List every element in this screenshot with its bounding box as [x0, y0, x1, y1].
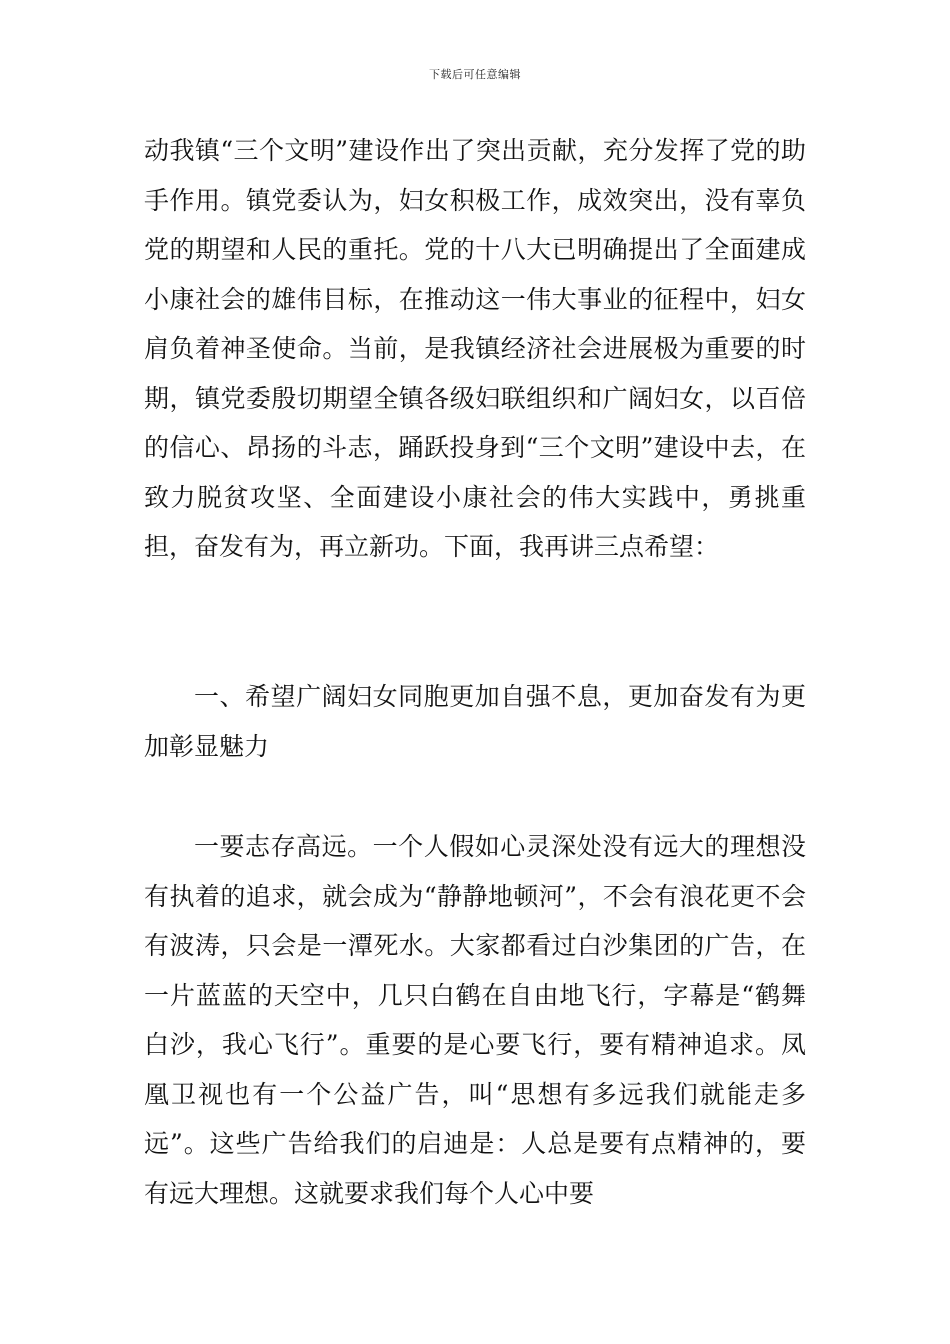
page-header: 下载后可任意编辑: [429, 68, 521, 81]
body-paragraph: 一要志存高远。一个人假如心灵深处没有远大的理想没有执着的追求，就会成为“静静地顿河”，不会有浪花更不会有波涛，只会是一潭死水。大家都看过白沙集团的广告，在一片蓝蓝的天空中，几只白鹤在自由地飞行，字幕是“鹤舞白沙，我心飞行”。重要的是心要飞行，要有精神追求。凤凰卫视也有一个公益广告，叫“思想有多远我们就能走多远”。这些广告给我们的启迪是：人总是要有点精神的，要有远大理想。这就要求我们每个人心中要: [144, 832, 806, 1208]
section-heading: 一、希望广阔妇女同胞更加自强不息，更加奋发有为更加彰显魅力: [144, 682, 806, 761]
body-paragraph: 动我镇“三个文明”建设作出了突出贡献，充分发挥了党的助手作用。镇党委认为，妇女积极工作，成效突出，没有辜负党的期望和人民的重托。党的十八大已明确提出了全面建成小康社会的雄伟目标，在推动这一伟大事业的征程中，妇女肩负着神圣使命。当前，是我镇经济社会进展极为重要的时期，镇党委殷切期望全镇各级妇联组织和广阔妇女，以百倍的信心、昂扬的斗志，踊跃投身到“三个文明”建设中去，在致力脱贫攻坚、全面建设小康社会的伟大实践中，勇挑重担，奋发有为，再立新功。下面，我再讲三点希望：: [144, 136, 806, 561]
